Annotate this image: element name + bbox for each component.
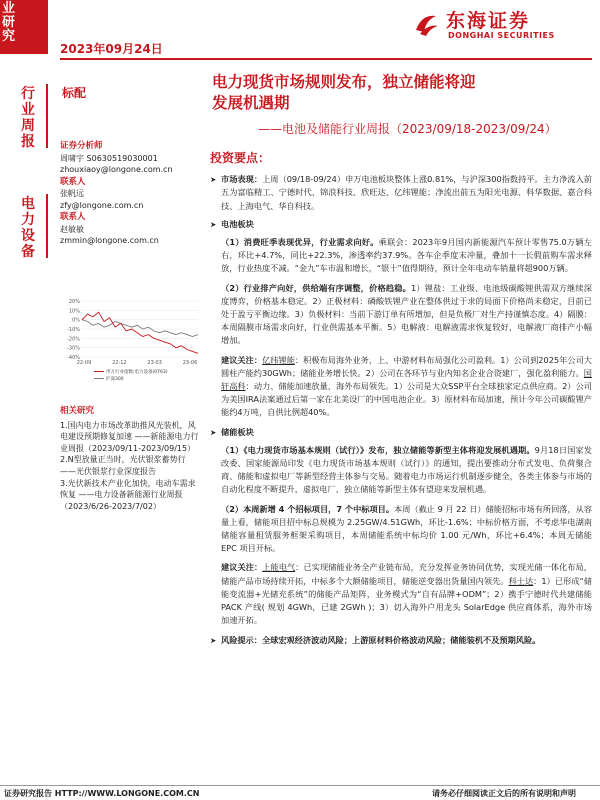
para-text: 1）锂盐：工业级、电池级碳酸锂供需双方继续深度博弈，价格基本稳定。2）正极材料：磷酸铁锂产业在整体供过于求的局面下价格尚未稳定，目前已处于盈亏平衡边缘。3）负极材料：当前下游订单有所增加，但是负极厂对生产持谨慎态度。4）隔膜：本周隔膜市场需求向好，行业供需基本平衡。5）电解液：电解液需求恢复较好，电解液厂商排产小幅增加。 <box>221 282 592 346</box>
x-tick-label: 23-03 <box>147 360 162 366</box>
contact-email: zmmin@longone.com.cn <box>60 236 159 245</box>
risk-text: 全球宏观经济波动风险；上游原材料价格波动风险；储能装机不及预期风险。 <box>261 634 541 645</box>
contact-name: 赵敏敏 <box>60 224 84 234</box>
battery-section-label: ➤ 电池板块 <box>210 218 592 231</box>
footer-divider <box>0 785 600 786</box>
report-title-line2: 发展机遇期 <box>212 94 290 112</box>
risk-label: 风险提示： <box>221 634 262 645</box>
y-tick-label: -40% <box>67 355 80 361</box>
vertical-char: 力 <box>21 212 35 228</box>
x-tick-label: 22-09 <box>76 360 92 366</box>
rating-tag: 标配 <box>62 86 87 100</box>
risk-bullet <box>210 634 592 647</box>
company-name: 上能电气 <box>262 562 296 573</box>
battery-para-1 <box>210 236 592 276</box>
contact-label: 联系人 <box>60 176 86 187</box>
analyst-email: zhouxiaoy@longone.com.cn <box>60 165 173 174</box>
para-bold: 建议关注： <box>221 354 263 365</box>
analyst-label: 证券分析师 <box>60 141 103 151</box>
related-research <box>60 405 200 512</box>
chart-svg <box>58 295 203 395</box>
para-bold: （2）本周新增 4 个招标项目，7 个中标项目。 <box>221 503 395 514</box>
market-label: 市场表现： <box>221 174 263 185</box>
section-heading: 投资要点： <box>210 151 271 165</box>
main-content <box>210 152 592 652</box>
analyst-name: 周啸宇 S0630519030001 <box>60 153 158 163</box>
contact-label: 联系人 <box>60 212 86 222</box>
storage-para-3 <box>210 561 592 627</box>
para-text: 乘联会：2023年9月国内新能源汽车预计零售75.0万辆左右，环比+4.7%，同比+22.3%，渗透率约37.9%。各车企季度末冲量，叠加十一长假前购车需求释放，行业热度不减。“金九”车市温和增长，“银十”值得期待，预计全年电动车销量将超900万辆。 <box>221 237 592 274</box>
y-tick-label: 10% <box>68 308 80 315</box>
related-item: 3.光伏新技术产业化加快，电动车需求恢复 ——电力设备新能源行业周报（2023/6/26-2023/7/02） <box>60 478 196 511</box>
para-text: ：已实现储能业务全产业链布局，充分发挥业务协同优势，实现光储一体化布局，储能产品市场持续开拓，中标多个大额储能项目，储能逆变器出货量国内领先。 <box>221 562 592 586</box>
legend-label: 申万行业指数:电力设备(0763) <box>106 370 168 375</box>
para-bold: （1）消费旺季表现优异，行业需求向好。 <box>221 237 379 248</box>
storage-para-2 <box>210 503 592 556</box>
y-tick-label: -30% <box>67 345 80 352</box>
logo-text-en: DONGHAI SECURITIES <box>448 31 555 40</box>
battery-para-3 <box>210 354 592 420</box>
para-bold: 建议关注： <box>221 562 263 573</box>
side-top-char: 研 <box>2 15 16 30</box>
related-label: 相关研究 <box>60 406 95 416</box>
contact-email: zfy@longone.com.cn <box>60 200 144 210</box>
para-text: ：动力、储能加速放量，海外布局领先。1）公司是大众SSP平台全球独家定点供应商。2）公司为美国IRA法案通过后第一家在北美设厂的中国电池企业。3）原材料布局加速，预计今年公司碳酸锂产能约4万吨，自供比例超40%。 <box>221 381 592 418</box>
vertical-char: 设 <box>21 228 35 244</box>
para-bold: （1）《电力现货市场基本规则（试行）》发布，独立储能等新型主体将迎发展机遇期。 <box>221 444 535 455</box>
side-top-label <box>0 0 48 54</box>
contact-name: 张帆远 <box>60 189 84 198</box>
company-name: 国轩高科 <box>221 367 592 392</box>
series-line-hs300 <box>82 320 198 337</box>
vertical-char: 业 <box>21 102 35 118</box>
y-tick-label: 20% <box>68 299 80 305</box>
related-item: 2.N型放量正当时，光伏银浆蓄势行——光伏银浆行业深度报告 <box>60 455 186 476</box>
para-text: ：积极布局海外业务，上、中游材料布局强化公司盈利。1）公司到2025年公司大圆柱产能约30GWh；储能业务增长快。2）公司在各环节与业内知名企业合资建厂，强化盈利能力。 <box>221 354 592 378</box>
logo-text-cn: 东海证券 <box>446 10 531 32</box>
vertical-char: 备 <box>21 244 35 260</box>
vertical-char: 电 <box>21 196 35 212</box>
vertical-char: 报 <box>21 134 35 150</box>
related-item: 1.国内电力市场改革助推风光装机，风电建设预期修复加速 ——新能源电力行业周报（2023/09/11-2023/09/15） <box>60 420 199 453</box>
company-logo <box>412 4 592 46</box>
side-top-char: 究 <box>2 29 16 44</box>
storage-section-label: ➤ 储能板块 <box>210 426 592 439</box>
vertical-rule <box>46 84 48 148</box>
para-text: 9月18日国家发改委、国家能源局印发《电力现货市场基本规则（试行）》的通知，提出要推动分布式发电、负荷聚合商、储能和虚拟电厂等新型经营主体参与交易。随着电力市场运行机制逐步健全，各类主体参与市场的自动化程度不断提升，虚拟电厂、独立储能等新型主体有望迎来发展机遇。 <box>221 444 592 495</box>
vertical-rule <box>46 194 48 258</box>
x-tick-label: 23-06 <box>182 360 198 366</box>
legend-label: 沪深300 <box>106 377 124 382</box>
report-title-line1: 电力现货市场规则发布，独立储能将迎 <box>212 73 476 91</box>
vertical-char: 行 <box>21 86 35 102</box>
vertical-label-report-type <box>18 86 38 150</box>
report-subtitle: ——电池及储能行业周报（2023/09/18-2023/09/24） <box>258 122 557 136</box>
footer-disclaimer: 请务必仔细阅读正文后的所有说明和声明 <box>432 789 576 798</box>
side-bar <box>0 0 48 800</box>
para-text: ：1）已形成“储能变流器+光储充系统”的储能产品矩阵，业务模式为“自有品牌+ODM”；2）携手宁德时代共建储能 PACK 产线( 规划 4GWh，已建 2GWh )；3）切入海外户用龙头 SolarEdge 供应商体系，海外市场加速开拓。 <box>221 575 592 626</box>
logo-mark-icon <box>412 10 440 38</box>
y-tick-label: 0% <box>72 317 80 324</box>
para-bold: （2）行业排产向好，供给端有序调整，价格趋稳。 <box>221 282 412 293</box>
side-top-char: 业 <box>2 1 16 16</box>
company-name: 亿纬锂能 <box>262 354 295 365</box>
y-tick-label: -10% <box>67 327 80 333</box>
company-name: 科士达 <box>508 575 534 586</box>
index-performance-chart <box>58 295 203 395</box>
storage-para-1 <box>210 444 592 497</box>
vertical-label-industry <box>18 196 38 260</box>
report-date: 2023年09月24日 <box>60 42 163 56</box>
x-tick-label: 22-12 <box>112 360 127 366</box>
market-bullet <box>210 173 592 213</box>
para-text: 本周（截止 9 月 22 日）储能招标市场有所回落，从容量上看，储能项目招中标总规模为 2.25GW/4.51GWh，环比-1.6%；中标价格方面，不考虑华电湖南储能容量租赁服务框架采购项目，本周储能系统中标均价 1.00 元/Wh，环比+6.4%；本周无储能 EPC 项目开标。 <box>221 503 593 554</box>
y-tick-label: -20% <box>67 336 80 343</box>
header-divider <box>60 58 592 60</box>
footer-left: 证券研究报告 HTTP://WWW.LONGONE.COM.CN <box>4 789 200 798</box>
vertical-char: 周 <box>21 118 35 134</box>
analyst-info <box>60 140 202 247</box>
market-text: 上周（09/18-09/24）申万电池板块整体上涨0.81%，与沪深300指数持平。主力净流入前五为富临精工、宁德时代、锦浪科技、欣旺达、亿纬锂能；净流出前五为阳光电源、科华数据、嘉合科技、上海电气、华自科技。 <box>221 174 592 211</box>
battery-para-2 <box>210 282 592 348</box>
